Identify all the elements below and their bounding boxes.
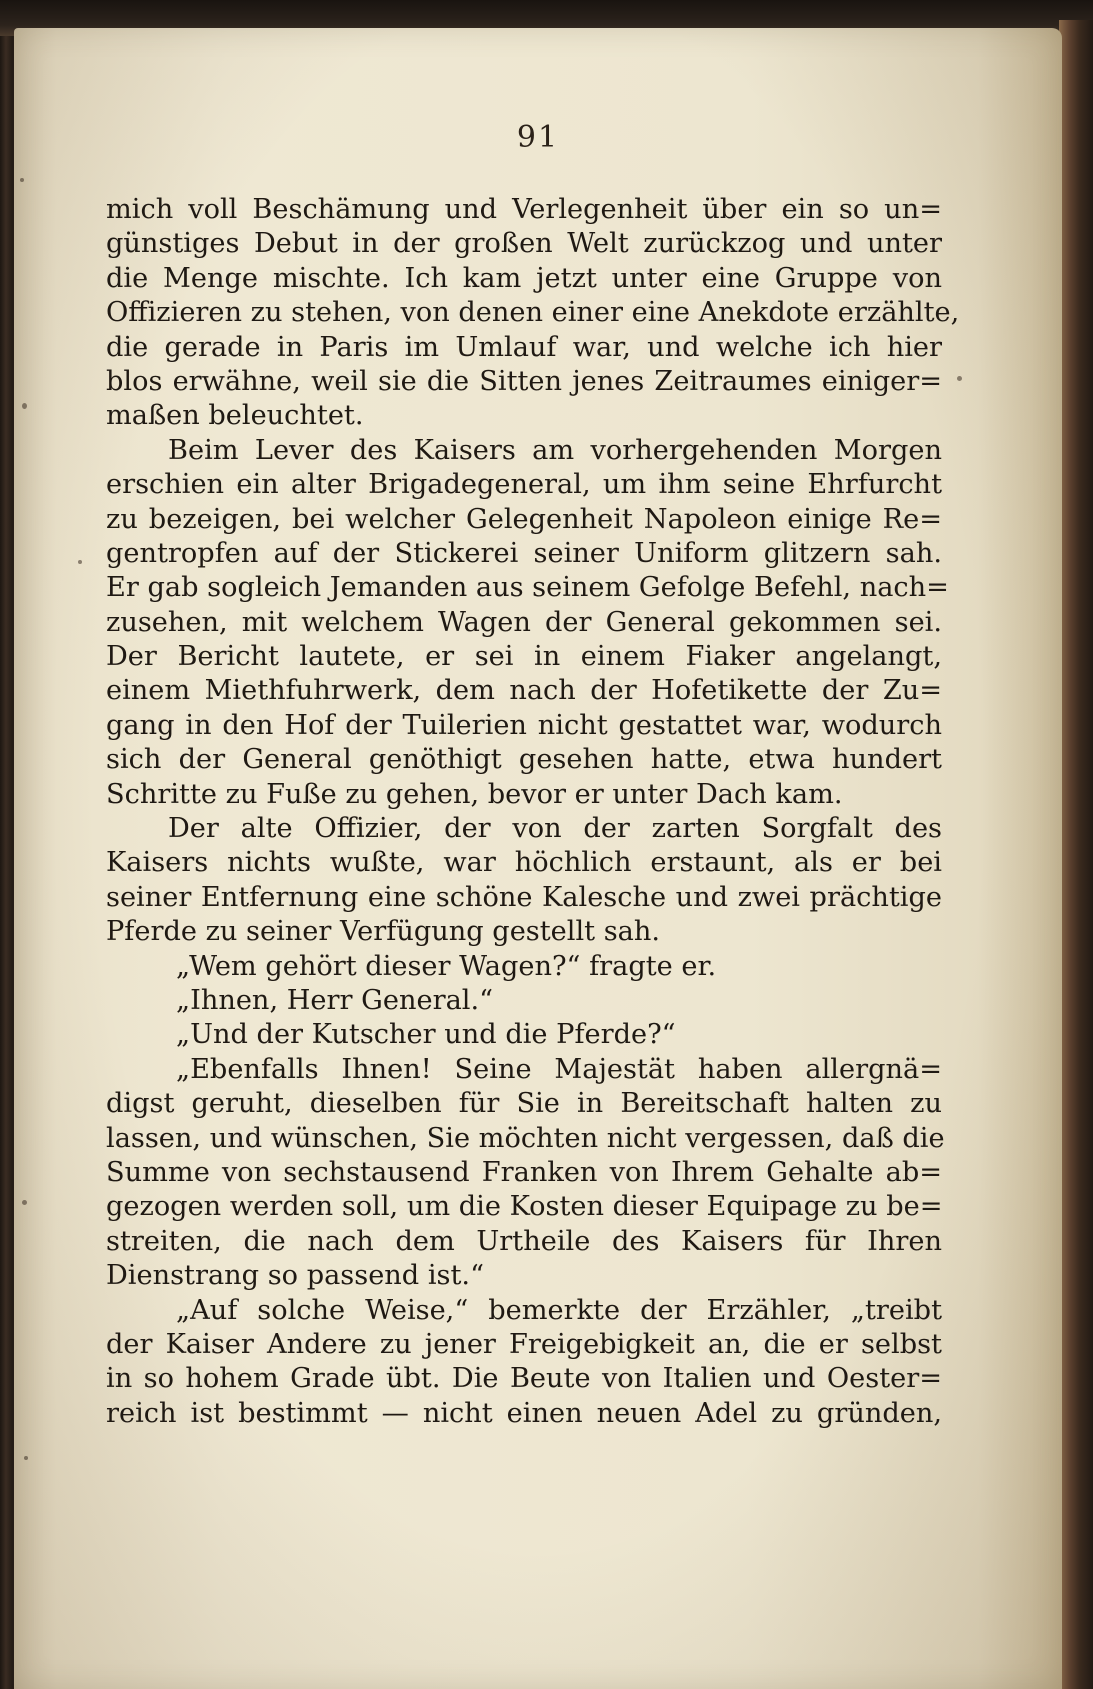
text-line: zusehen, mit welchem Wagen der General gekommen sei. — [106, 606, 942, 638]
text-line: zu bezeigen, bei welcher Gelegenheit Napoleon einige Re= — [106, 503, 942, 535]
paper-speck — [20, 178, 24, 182]
text-line: seiner Entfernung eine schöne Kalesche und zwei prächtige — [106, 881, 942, 913]
text-line: sich der General genöthigt gesehen hatte, etwa hundert — [106, 744, 942, 776]
text-line: „Und der Kutscher und die Pferde?“ — [176, 1019, 676, 1051]
text-line: einem Miethfuhrwerk, dem nach der Hofetikette der Zu= — [106, 675, 942, 707]
text-line: Dienstrang so passend ist.“ — [106, 1260, 484, 1292]
text-line: Kaisers nichts wußte, war höchlich erstaunt, als er bei — [106, 847, 942, 879]
paper-speck — [22, 403, 27, 409]
text-line: maßen beleuchtet. — [106, 400, 364, 432]
text-line: lassen, und wünschen, Sie möchten nicht vergessen, daß die — [106, 1122, 945, 1154]
text-line: reich ist bestimmt — nicht einen neuen Adel zu gründen, — [106, 1397, 942, 1429]
text-line: „Wem gehört dieser Wagen?“ fragte er. — [176, 950, 717, 982]
paper-speck — [957, 376, 962, 381]
text-line: gentropfen auf der Stickerei seiner Uniform glitzern sah. — [106, 537, 942, 569]
paper-speck — [22, 1200, 27, 1205]
text-line: günstiges Debut in der großen Welt zurückzog und unter — [106, 228, 942, 260]
text-line: Offizieren zu stehen, von denen einer eine Anekdote erzählte, — [106, 297, 960, 329]
text-line: digst geruht, dieselben für Sie in Bereitschaft halten zu — [106, 1088, 942, 1120]
text-line: Summe von sechstausend Franken von Ihrem Gehalte ab= — [106, 1156, 942, 1188]
book-spine-edge — [1059, 20, 1093, 1689]
text-line: Der alte Offizier, der von der zarten Sorgfalt des — [168, 813, 942, 845]
text-line: Der Bericht lautete, er sei in einem Fiaker angelangt, — [106, 641, 942, 673]
text-line: gang in den Hof der Tuilerien nicht gestattet war, wodurch — [106, 709, 942, 741]
text-line: der Kaiser Andere zu jener Freigebigkeit an, die er selbst — [106, 1328, 942, 1360]
text-line: Pferde zu seiner Verfügung gestellt sah. — [106, 916, 661, 948]
text-line: streiten, die nach dem Urtheile des Kaisers für Ihren — [106, 1225, 942, 1257]
text-line: mich voll Beschämung und Verlegenheit über ein so un= — [106, 194, 942, 225]
text-line: Beim Lever des Kaisers am vorhergehenden Morgen — [168, 434, 942, 466]
body-text — [106, 193, 960, 1431]
text-line: „Auf solche Weise,“ bemerkte der Erzähler, „treibt — [176, 1294, 942, 1326]
text-line: blos erwähne, weil sie die Sitten jenes Zeitraumes einiger= — [106, 365, 942, 397]
paper-speck — [78, 560, 82, 564]
text-line: erschien ein alter Brigadegeneral, um ihm seine Ehrfurcht — [106, 469, 942, 501]
text-line: „Ebenfalls Ihnen! Seine Majestät haben allergnä= — [176, 1053, 942, 1085]
paper-speck — [24, 1456, 28, 1460]
paper-page — [14, 28, 1062, 1689]
text-line: die Menge mischte. Ich kam jetzt unter eine Gruppe von — [106, 262, 942, 294]
text-line: gezogen werden soll, um die Kosten dieser Equipage zu be= — [106, 1191, 943, 1223]
page-number: 91 — [516, 120, 560, 155]
text-line: Er gab sogleich Jemanden aus seinem Gefolge Befehl, nach= — [106, 572, 949, 604]
text-line: in so hohem Grade übt. Die Beute von Italien und Oester= — [106, 1363, 942, 1395]
text-line: die gerade in Paris im Umlauf war, und welche ich hier — [106, 331, 942, 363]
text-line: Schritte zu Fuße zu gehen, bevor er unter Dach kam. — [106, 778, 843, 810]
text-line: „Ihnen, Herr General.“ — [176, 984, 494, 1016]
